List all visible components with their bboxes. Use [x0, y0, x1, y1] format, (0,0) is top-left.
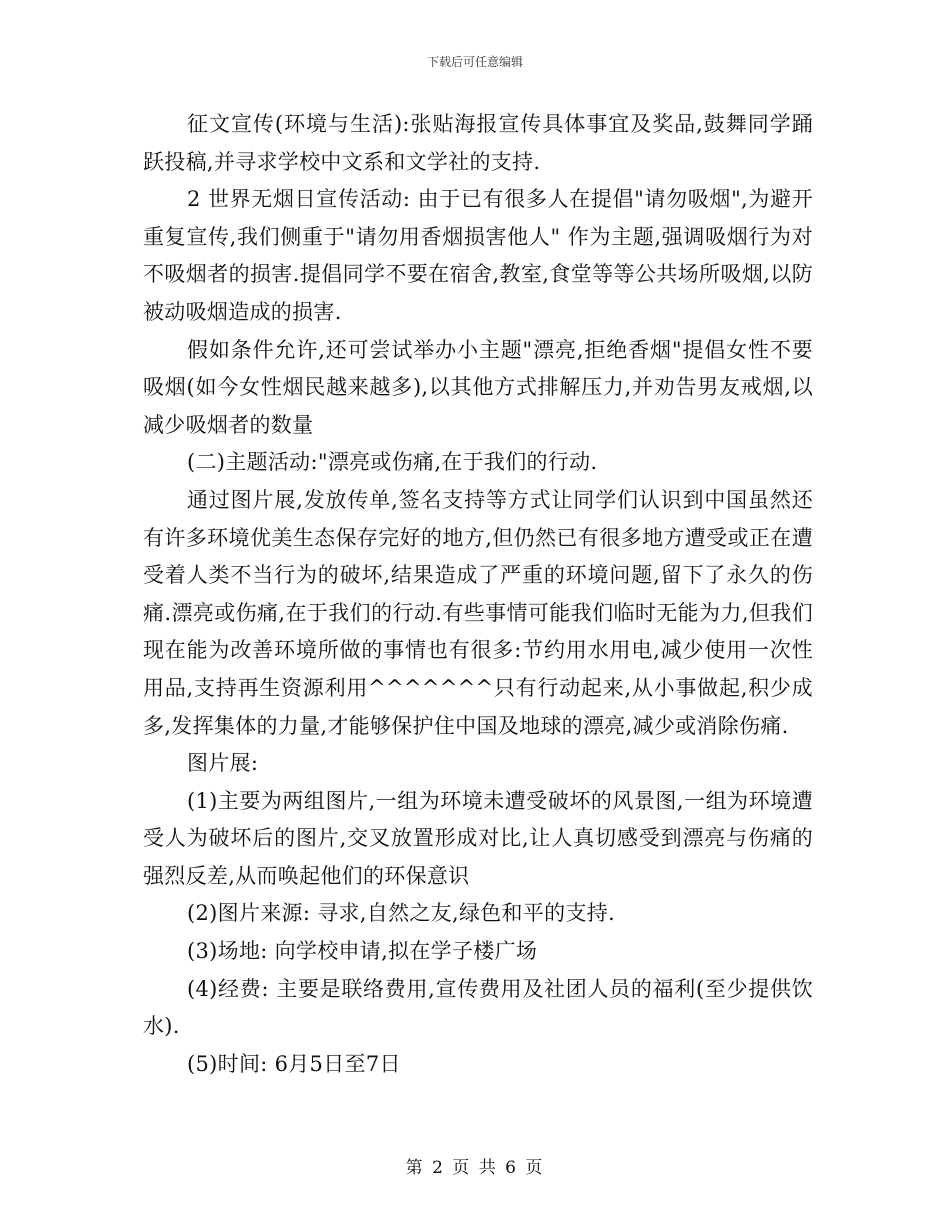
page-header: 下载后可任意编辑 [426, 55, 523, 69]
paragraph-no-tobacco-day: 2 世界无烟日宣传活动: 由于已有很多人在提倡"请勿吸烟",为避开重复宣传,我们侧重于"请勿用香烟损害他人" 作为主题,强调吸烟行为对不吸烟者的损害.提倡同学不要在宿舍,教室,食堂等等公共场所吸烟,以防被动吸烟造成的损害. [143, 187, 813, 324]
paragraph-item-3: (3)场地: 向学校申请,拟在学子楼广场 [187, 939, 538, 964]
paragraph-item-1: (1)主要为两组图片,一组为环境未遭受破坏的风景图,一组为环境遭受人为破坏后的图片,交叉放置形成对比,让人真切感受到漂亮与伤痛的强烈反差,从而唤起他们的环保意识 [143, 788, 813, 888]
page-footer: 第 2 页 共 6 页 [405, 1158, 545, 1178]
paragraph-theme-activity: (二)主题活动:"漂亮或伤痛,在于我们的行动. [187, 450, 598, 475]
paragraph-item-2: (2)图片来源: 寻求,自然之友,绿色和平的支持. [187, 901, 616, 926]
paragraph-item-5: (5)时间: 6月5日至7日 [187, 1051, 401, 1076]
paragraph-item-4: (4)经费: 主要是联络费用,宣传费用及社团人员的福利(至少提供饮水). [143, 976, 813, 1039]
document-body [143, 106, 813, 1083]
paragraph-exhibition-purpose: 通过图片展,发放传单,签名支持等方式让同学们认识到中国虽然还有许多环境优美生态保存完好的地方,但仍然已有很多地方遭受或正在遭受着人类不当行为的破坏,结果造成了严重的环境问题,留下了永久的伤痛.漂亮或伤痛,在于我们的行动.有些事情可能我们临时无能为力,但我们现在能为改善环境所做的事情也有很多:节约用水用电,减少使用一次性用品,支持再生资源利用^^^^^^^只有行动起来,从小事做起,积少成多,发挥集体的力量,才能够保护住中国及地球的漂亮,减少或消除伤痛. [143, 487, 813, 738]
paragraph-sub-theme: 假如条件允许,还可尝试举办小主题"漂亮,拒绝香烟"提倡女性不要吸烟(如今女性烟民越来越多),以其他方式排解压力,并劝告男友戒烟,以减少吸烟者的数量 [143, 337, 813, 437]
paragraph-exhibition-heading: 图片展: [187, 751, 259, 776]
paragraph-essay-promotion: 征文宣传(环境与生活):张贴海报宣传具体事宜及奖品,鼓舞同学踊跃投稿,并寻求学校中文系和文学社的支持. [143, 112, 813, 174]
